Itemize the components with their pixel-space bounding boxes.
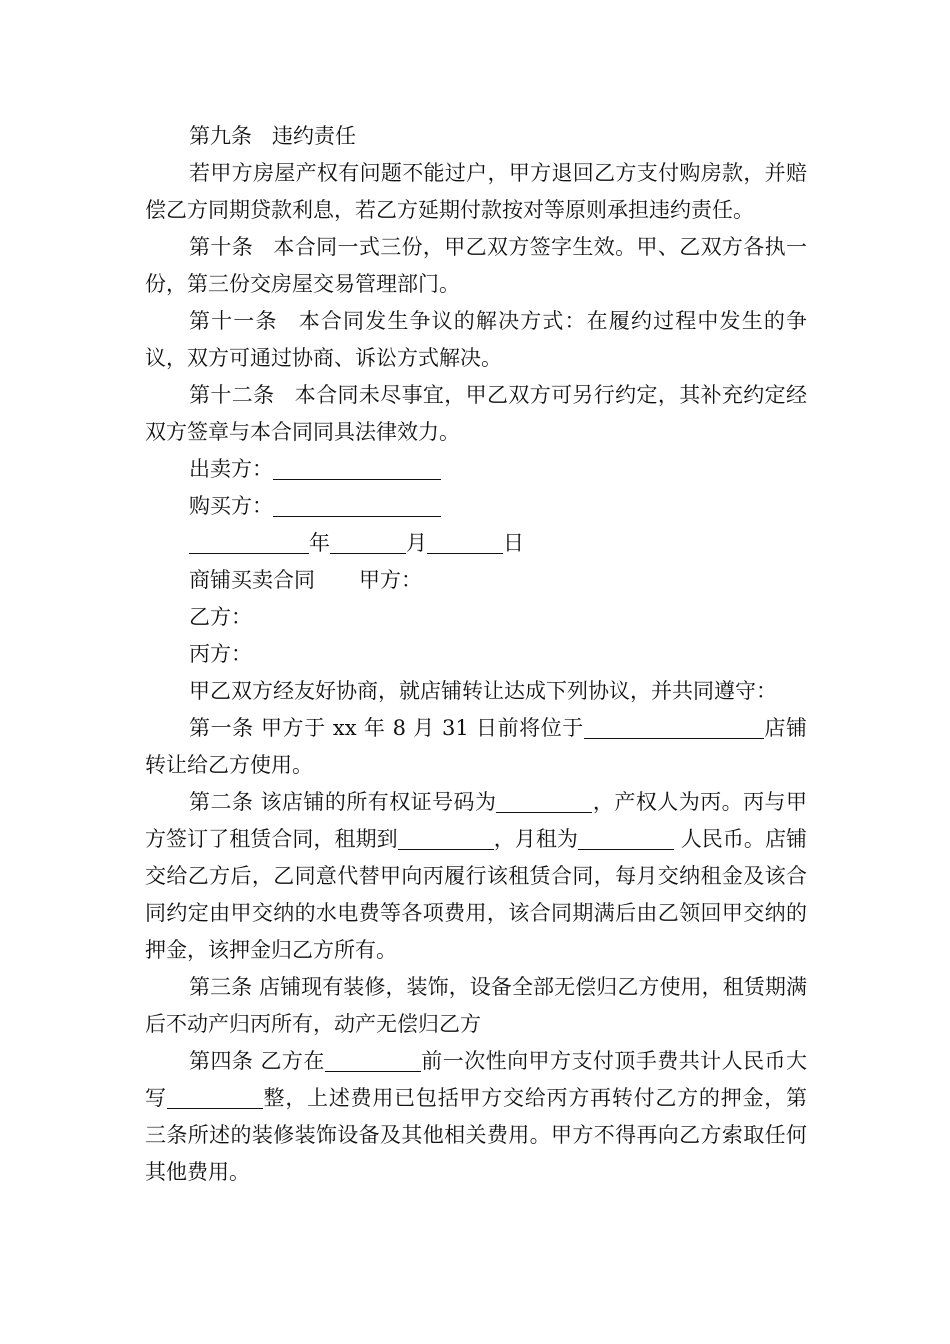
document-page: [145, 118, 807, 1191]
contract2-article4: [145, 1043, 807, 1191]
article9-body: 若甲方房屋产权有问题不能过户，甲方退回乙方支付购房款，并赔偿乙方同期贷款利息，若乙方延期付款按对等原则承担违约责任。: [145, 161, 807, 222]
article10-body: 本合同一式三份，甲乙双方签字生效。甲、乙双方各执一份，第三份交房屋交易管理部门。: [145, 235, 808, 296]
article2-text-4: 人民币。店铺交给乙方后，乙同意代替甲向丙履行该租赁合同，每月交纳租金及该合同约定由甲交纳的水电费等各项费用，该合同期满后由乙领回甲交纳的押金，该押金归乙方所有。: [145, 827, 808, 962]
monthly-rent-blank: [578, 825, 674, 850]
party-a-label: 甲方：: [359, 568, 422, 592]
article4-text-3: 整，上述费用已包括甲方交给丙方再转付乙方的押金，第三条所述的装修装饰设备及其他相关费用。甲方不得再向乙方索取任何其他费用。: [145, 1086, 808, 1184]
certificate-number-blank: [496, 788, 592, 813]
seller-blank: [273, 455, 441, 480]
article4-text-2: 前一次性向甲方支付顶手费共计人民币大写: [145, 1049, 807, 1110]
year-label: 年: [309, 531, 330, 555]
date-line: [145, 525, 807, 562]
payment-date-blank: [325, 1047, 421, 1072]
contract2-article1: [145, 710, 807, 784]
buyer-signature-line: [145, 488, 807, 525]
buyer-label: 购买方：: [189, 494, 273, 518]
article10: [145, 229, 807, 303]
contract2-article3: 第三条 店铺现有装修，装饰，设备全部无偿归乙方使用，租赁期满后不动产归丙所有，动产无偿归乙方: [145, 975, 807, 1036]
day-label: 日: [503, 531, 524, 555]
seller-signature-line: [145, 451, 807, 488]
article11: [145, 303, 807, 377]
lease-term-blank: [398, 825, 494, 850]
article2-text-2: ，产权人为丙。丙与甲方签订了租赁合同，租期到: [145, 790, 807, 851]
article11-heading: 第十一条: [189, 309, 278, 333]
article12-heading: 第十二条: [189, 383, 275, 407]
article9-heading: 第九条: [189, 124, 252, 148]
article9-heading-line: [145, 118, 807, 155]
month-label: 月: [406, 531, 427, 555]
contract2-title: 商铺买卖合同: [189, 568, 315, 592]
party-b-label: 乙方：: [189, 605, 252, 629]
article2-text-3: ，月租为: [493, 827, 578, 851]
contract2-article2: [145, 784, 807, 969]
article9-title: 违约责任: [272, 124, 356, 148]
article1-text-pre: 第一条 甲方于 xx 年 8 月 31 日前将位于: [189, 716, 584, 740]
article1-text-post: 店铺转让给乙方使用。: [145, 716, 807, 777]
day-blank: [427, 529, 503, 554]
location-blank: [584, 714, 764, 739]
article10-heading: 第十条: [189, 235, 254, 259]
contract2-title-line: [145, 562, 807, 599]
seller-label: 出卖方：: [189, 457, 273, 481]
month-blank: [330, 529, 406, 554]
year-blank: [189, 529, 309, 554]
article11-body: 本合同发生争议的解决方式：在履约过程中发生的争议，双方可通过协商、诉讼方式解决。: [145, 309, 807, 370]
buyer-blank: [273, 492, 441, 517]
article2-text-1: 第二条 该店铺的所有权证号码为: [189, 790, 497, 814]
article12-body: 本合同未尽事宜，甲乙双方可另行约定，其补充约定经双方签章与本合同同具法律效力。: [145, 383, 808, 444]
party-c-label: 丙方：: [189, 642, 252, 666]
article12: [145, 377, 807, 451]
amount-blank: [167, 1084, 263, 1109]
article4-text-1: 第四条 乙方在: [189, 1049, 325, 1073]
contract2-intro: 甲乙双方经友好协商，就店铺转让达成下列协议，并共同遵守：: [189, 679, 777, 703]
